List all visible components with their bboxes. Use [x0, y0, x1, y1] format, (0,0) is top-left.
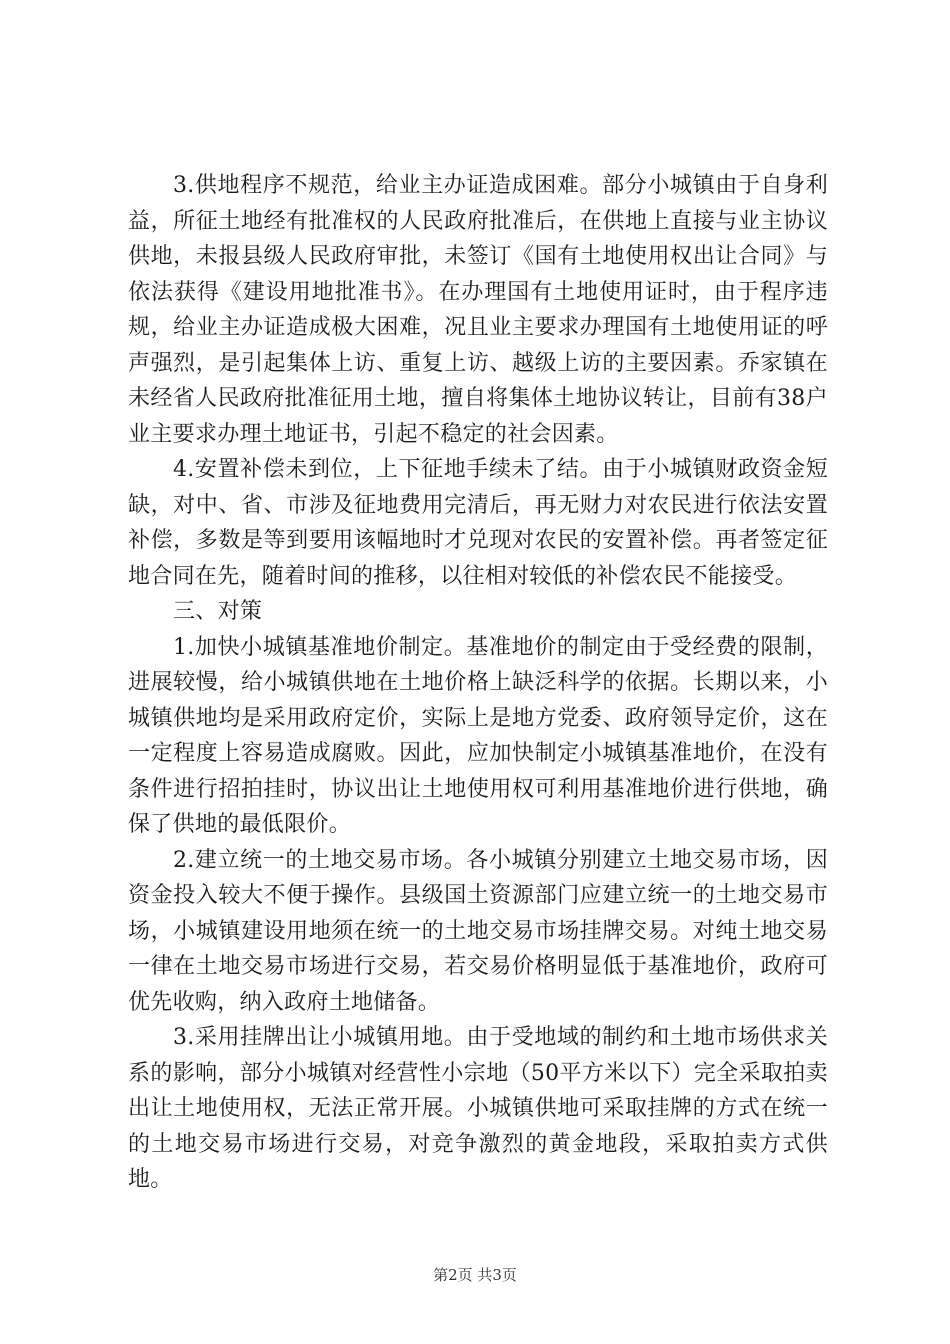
page-footer [0, 1264, 950, 1285]
section-heading-countermeasures: 三、对策 [173, 599, 263, 624]
paragraph-benchmark-price: 1.加快小城镇基准地价制定。基准地价的制定由于受经费的限制，进展较慢，给小城镇供地在土地价格上缺泛科学的依据。长期以来，小城镇供地均是采用政府定价，实际上是地方党委、政府领导定价，这在一定程度上容易造成腐败。因此，应加快制定小城镇基准地价，在没有条件进行招拍挂时，协议出让土地使用权可利用基准地价进行供地，确保了供地的最低限价。 [128, 634, 828, 837]
paragraph-compensation: 4.安置补偿未到位，上下征地手续未了结。由于小城镇财政资金短缺，对中、省、市涉及征地费用完清后，再无财力对农民进行依法安置补偿，多数是等到要用该幅地时才兑现对农民的安置补偿。再者签定征地合同在先，随着时间的推移，以往相对较低的补偿农民不能接受。 [128, 457, 828, 589]
body-text [128, 168, 828, 1198]
page-number: 第2页 共3页 [433, 1266, 517, 1284]
paragraph-land-market: 2.建立统一的土地交易市场。各小城镇分别建立土地交易市场，因资金投入较大不便于操作。县级国土资源部门应建立统一的土地交易市场，小城镇建设用地须在统一的土地交易市场挂牌交易。对纯土地交易一律在土地交易市场进行交易，若交易价格明显低于基准地价，政府可优先收购，纳入政府土地储备。 [128, 847, 828, 1015]
paragraph-listing-transfer: 3.采用挂牌出让小城镇用地。由于受地域的制约和土地市场供求关系的影响，部分小城镇对经营性小宗地（50平方米以下）完全采取拍卖出让土地使用权，无法正常开展。小城镇供地可采取挂牌的方式在统一的土地交易市场进行交易，对竞争激烈的黄金地段，采取拍卖方式供地。 [128, 1025, 828, 1192]
paragraph-supply-procedure: 3.供地程序不规范，给业主办证造成困难。部分小城镇由于自身利益，所征土地经有批准权的人民政府批准后，在供地上直接与业主协议供地，未报县级人民政府审批，未签订《国有土地使用权出让合同》与依法获得《建设用地批准书》。在办理国有土地使用证时，由于程序违规，给业主办证造成极大困难，况且业主要求办理国有土地使用证的呼声强烈，是引起集体上访、重复上访、越级上访的主要因素。乔家镇在未经省人民政府批准征用土地，擅自将集体土地协议转让，目前有38户业主要求办理土地证书，引起不稳定的社会因素。 [128, 173, 828, 447]
